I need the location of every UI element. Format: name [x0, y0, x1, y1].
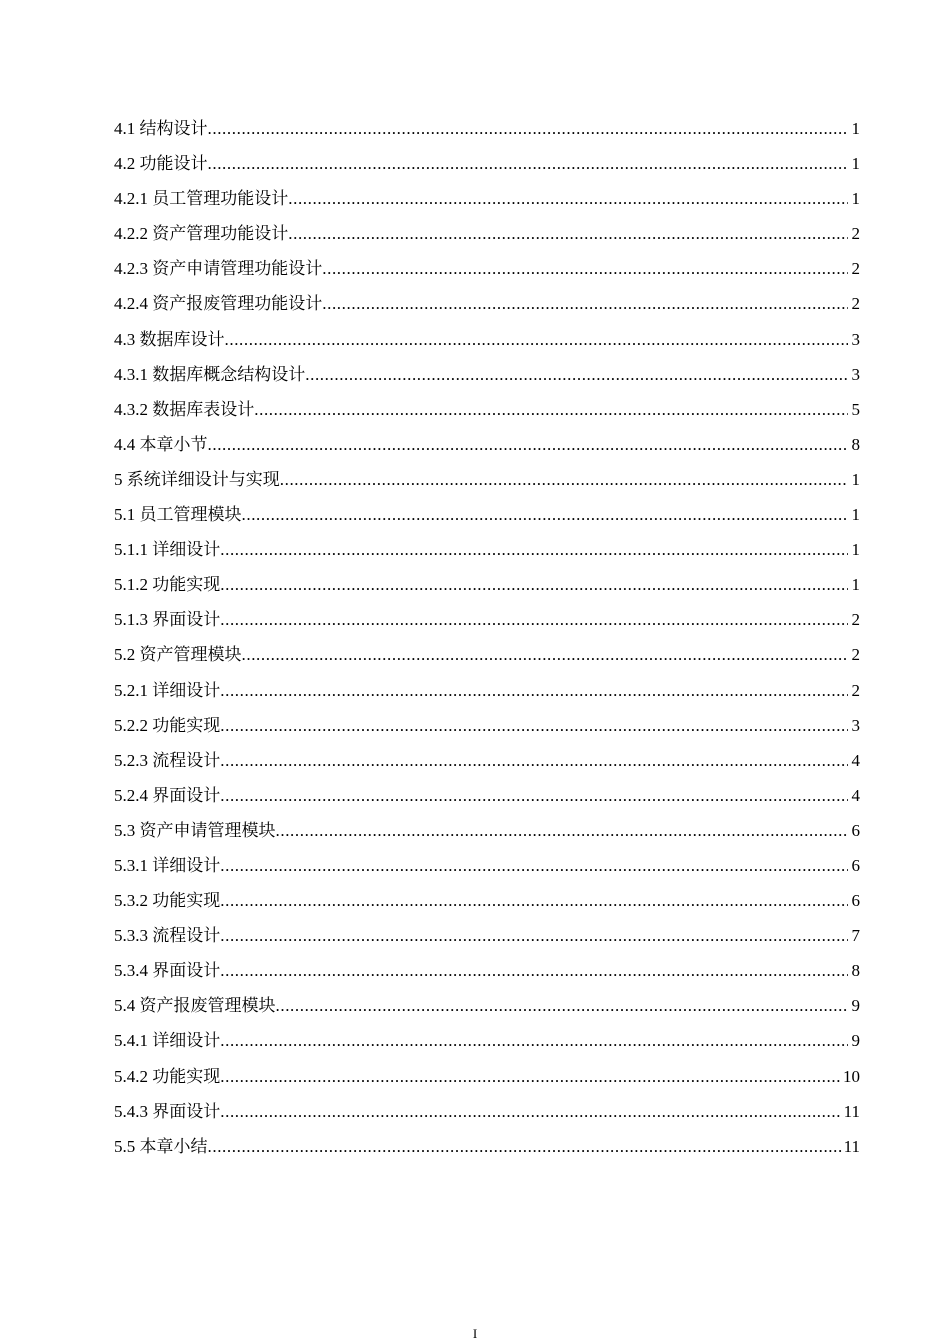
toc-entry-title: 4.1 结构设计: [114, 119, 208, 138]
toc-entry-page-number: 1: [851, 119, 860, 138]
page-number-footer: I: [472, 1326, 478, 1341]
toc-dot-leader: [242, 503, 849, 527]
toc-entry-title: 5.3.4 界面设计: [114, 961, 221, 981]
toc-entry[interactable]: [114, 433, 860, 468]
toc-entry[interactable]: [114, 363, 860, 398]
toc-entry[interactable]: [114, 187, 860, 222]
toc-entry-page-number: 5: [851, 399, 860, 419]
toc-entry[interactable]: [114, 1029, 860, 1064]
toc-entry-page-number: 1: [851, 575, 860, 595]
toc-entry-page-number: 1: [851, 469, 860, 489]
toc-entry-page-number: 2: [851, 610, 860, 630]
toc-entry-page-number: 6: [851, 820, 860, 840]
toc-entry[interactable]: [114, 643, 860, 678]
toc-entry-title: 5 系统详细设计与实现: [114, 469, 280, 489]
toc-entry[interactable]: [114, 819, 860, 854]
toc-entry-title: 5.1 员工管理模块: [114, 505, 242, 525]
toc-entry-title: 5.3.3 流程设计: [114, 926, 221, 946]
toc-entry-page-number: 11: [843, 1101, 860, 1121]
toc-entry-title: 5.2.1 详细设计: [114, 680, 221, 700]
toc-entry[interactable]: [114, 222, 860, 257]
toc-entry-title: 4.2.2 资产管理功能设计: [114, 224, 289, 244]
toc-dot-leader: [220, 959, 848, 983]
toc-entry-page-number: 8: [851, 434, 860, 454]
toc-entry-page-number: 6: [851, 891, 860, 911]
toc-entry[interactable]: [114, 784, 860, 819]
toc-entry[interactable]: [114, 503, 860, 538]
toc-entry-title: 5.1.2 功能实现: [114, 575, 221, 595]
toc-entry[interactable]: [114, 117, 860, 152]
toc-entry[interactable]: [114, 924, 860, 959]
toc-entry[interactable]: [114, 854, 860, 889]
toc-entry-title: 5.1.3 界面设计: [114, 610, 221, 630]
toc-dot-leader: [242, 643, 849, 667]
toc-entry[interactable]: [114, 749, 860, 784]
toc-entry-page-number: 4: [851, 785, 860, 805]
toc-entry-page-number: 9: [851, 1031, 860, 1051]
toc-dot-leader: [276, 819, 849, 843]
toc-entry-title: 5.4.3 界面设计: [114, 1101, 221, 1121]
toc-dot-leader: [220, 573, 848, 597]
toc-entry-title: 5.4.2 功能实现: [114, 1066, 221, 1086]
toc-dot-leader: [276, 994, 849, 1018]
toc-entry-title: 5.5 本章小结: [114, 1136, 208, 1156]
toc-entry-page-number: 10: [843, 1066, 860, 1086]
toc-dot-leader: [220, 889, 848, 913]
toc-entry[interactable]: [114, 328, 860, 363]
toc-entry-page-number: 9: [851, 996, 860, 1016]
toc-entry-page-number: 2: [851, 294, 860, 314]
toc-entry[interactable]: [114, 538, 860, 573]
toc-entry-title: 4.4 本章小节: [114, 434, 208, 454]
toc-dot-leader: [220, 1065, 841, 1089]
toc-entry-title: 4.2.3 资产申请管理功能设计: [114, 259, 323, 279]
toc-entry-page-number: 2: [851, 224, 860, 244]
toc-entry-title: 5.2 资产管理模块: [114, 645, 242, 665]
toc-entry[interactable]: [114, 1065, 860, 1100]
toc-entry-title: 5.4.1 详细设计: [114, 1031, 221, 1051]
toc-entry-page-number: 6: [851, 855, 860, 875]
toc-dot-leader: [254, 398, 848, 422]
toc-entry-page-number: 7: [851, 926, 860, 946]
toc-entry-title: 4.3.2 数据库表设计: [114, 399, 255, 419]
toc-entry[interactable]: [114, 994, 860, 1029]
toc-dot-leader: [220, 749, 848, 773]
table-of-contents: [114, 117, 860, 1170]
toc-entry-title: 4.3.1 数据库概念结构设计: [114, 364, 306, 384]
toc-dot-leader: [220, 1100, 841, 1124]
toc-dot-leader: [322, 292, 848, 316]
toc-entry-page-number: 3: [851, 364, 860, 384]
toc-entry-title: 5.2.3 流程设计: [114, 750, 221, 770]
toc-dot-leader: [208, 1135, 842, 1159]
toc-entry-page-number: 2: [851, 259, 860, 279]
toc-dot-leader: [220, 924, 848, 948]
toc-entry[interactable]: [114, 714, 860, 749]
toc-entry[interactable]: [114, 257, 860, 292]
toc-dot-leader: [220, 608, 848, 632]
toc-dot-leader: [288, 222, 848, 246]
toc-entry[interactable]: [114, 573, 860, 608]
toc-entry-page-number: 3: [851, 329, 860, 349]
toc-entry-title: 5.3.2 功能实现: [114, 891, 221, 911]
toc-entry-title: 5.1.1 详细设计: [114, 540, 221, 560]
toc-entry[interactable]: [114, 468, 860, 503]
toc-entry[interactable]: [114, 1135, 860, 1170]
toc-entry-title: 4.2.1 员工管理功能设计: [114, 189, 289, 209]
toc-entry[interactable]: [114, 608, 860, 643]
toc-entry-page-number: 3: [851, 715, 860, 735]
toc-dot-leader: [305, 363, 848, 387]
toc-entry[interactable]: [114, 398, 860, 433]
toc-entry[interactable]: [114, 1100, 860, 1135]
toc-dot-leader: [220, 1029, 848, 1053]
toc-entry-title: 5.4 资产报废管理模块: [114, 996, 276, 1016]
toc-entry-title: 4.2.4 资产报废管理功能设计: [114, 294, 323, 314]
toc-entry-page-number: 4: [851, 750, 860, 770]
toc-entry-title: 4.3 数据库设计: [114, 329, 225, 349]
toc-entry-page-number: 1: [851, 189, 860, 209]
toc-entry-title: 5.2.2 功能实现: [114, 715, 221, 735]
toc-entry-page-number: 11: [843, 1136, 860, 1156]
toc-entry-page-number: 8: [851, 961, 860, 981]
toc-entry-title: 5.3 资产申请管理模块: [114, 820, 276, 840]
toc-entry[interactable]: [114, 679, 860, 714]
toc-entry[interactable]: [114, 292, 860, 327]
toc-dot-leader: [220, 714, 848, 738]
toc-entry-title: 5.3.1 详细设计: [114, 855, 221, 875]
toc-entry-page-number: 1: [851, 154, 860, 174]
toc-entry[interactable]: [114, 152, 860, 187]
toc-dot-leader: [322, 257, 848, 281]
toc-entry-page-number: 2: [851, 680, 860, 700]
toc-dot-leader: [220, 538, 848, 562]
toc-entry-title: 5.2.4 界面设计: [114, 785, 221, 805]
toc-dot-leader: [225, 328, 849, 352]
toc-entry-page-number: 2: [851, 645, 860, 665]
toc-dot-leader: [220, 784, 848, 808]
toc-dot-leader: [208, 152, 849, 176]
toc-entry-page-number: 1: [851, 540, 860, 560]
toc-dot-leader: [220, 679, 848, 703]
toc-dot-leader: [208, 433, 849, 457]
toc-entry-page-number: 1: [851, 505, 860, 525]
toc-dot-leader: [288, 187, 848, 211]
toc-entry-title: 4.2 功能设计: [114, 154, 208, 174]
toc-dot-leader: [220, 854, 848, 878]
toc-entry[interactable]: [114, 889, 860, 924]
toc-dot-leader: [208, 117, 849, 141]
toc-entry[interactable]: [114, 959, 860, 994]
toc-list: [114, 117, 860, 1170]
toc-dot-leader: [280, 468, 848, 492]
